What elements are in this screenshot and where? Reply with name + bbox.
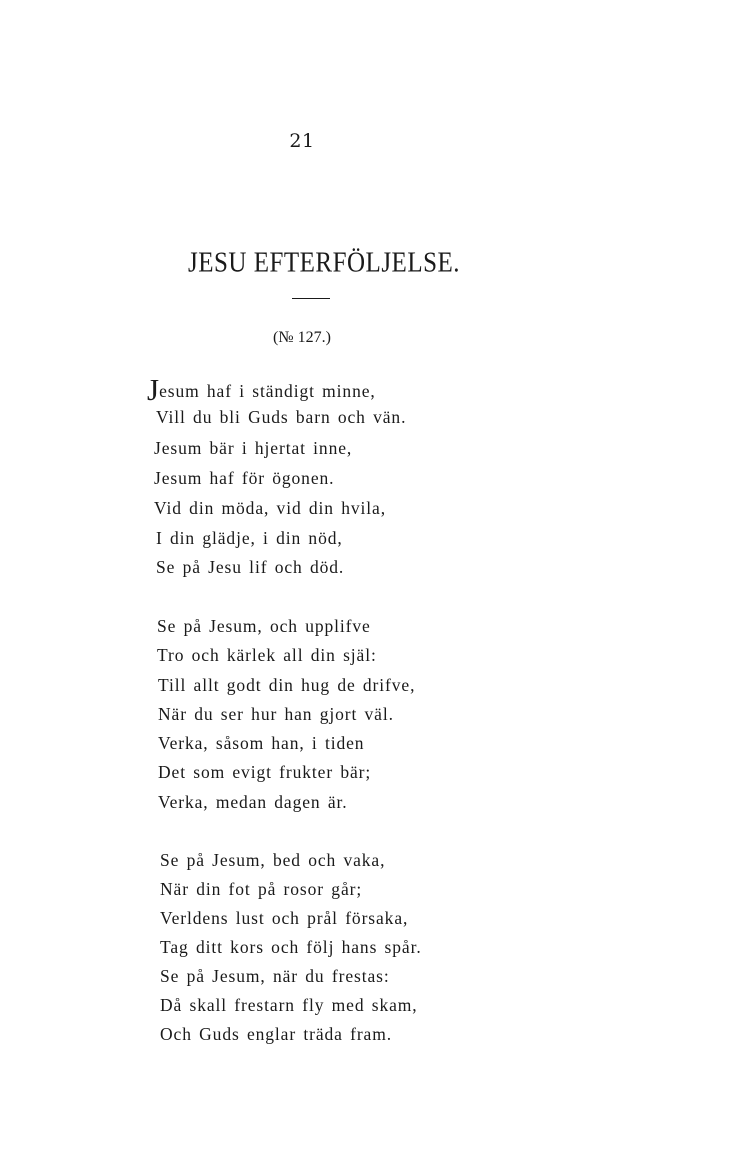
poem-line: Verldens lust och prål försaka,: [160, 908, 409, 928]
poem-line-text: esum haf i ständigt minne,: [159, 381, 376, 401]
poem-line: Verka, medan dagen är.: [158, 792, 348, 812]
title-rule: [292, 298, 330, 299]
poem-line: Se på Jesu lif och död.: [156, 557, 345, 577]
poem-line: Vid din möda, vid din hvila,: [154, 498, 386, 518]
poem-line: Det som evigt frukter bär;: [158, 762, 372, 782]
hymn-number: (№ 127.): [273, 329, 331, 346]
page-number: 21: [289, 130, 315, 152]
poem-line: När din fot på rosor går;: [160, 879, 363, 899]
poem-line: Till allt godt din hug de drifve,: [158, 675, 416, 695]
poem-line: Se på Jesum, när du frestas:: [160, 966, 390, 986]
poem-line: Vill du bli Guds barn och vän.: [156, 407, 407, 427]
poem-line: [147, 374, 376, 405]
poem-line: Tag ditt kors och följ hans spår.: [160, 937, 422, 957]
poem-line: Verka, såsom han, i tiden: [158, 733, 365, 753]
page-title: JESU EFTERFÖLJELSE.: [188, 248, 461, 279]
poem-line: Tro och kärlek all din själ:: [157, 645, 377, 665]
poem-line: Jesum haf för ögonen.: [154, 468, 335, 488]
poem-line: När du ser hur han gjort väl.: [158, 704, 394, 724]
poem-line: Se på Jesum, och upplifve: [157, 616, 371, 636]
poem-line: Se på Jesum, bed och vaka,: [160, 850, 386, 870]
poem-line: I din glädje, i din nöd,: [156, 528, 343, 548]
poem-line: Och Guds englar träda fram.: [160, 1024, 393, 1044]
poem-line: Jesum bär i hjertat inne,: [154, 438, 353, 458]
drop-cap: J: [147, 372, 160, 407]
poem-line: Då skall frestarn fly med skam,: [160, 995, 418, 1015]
